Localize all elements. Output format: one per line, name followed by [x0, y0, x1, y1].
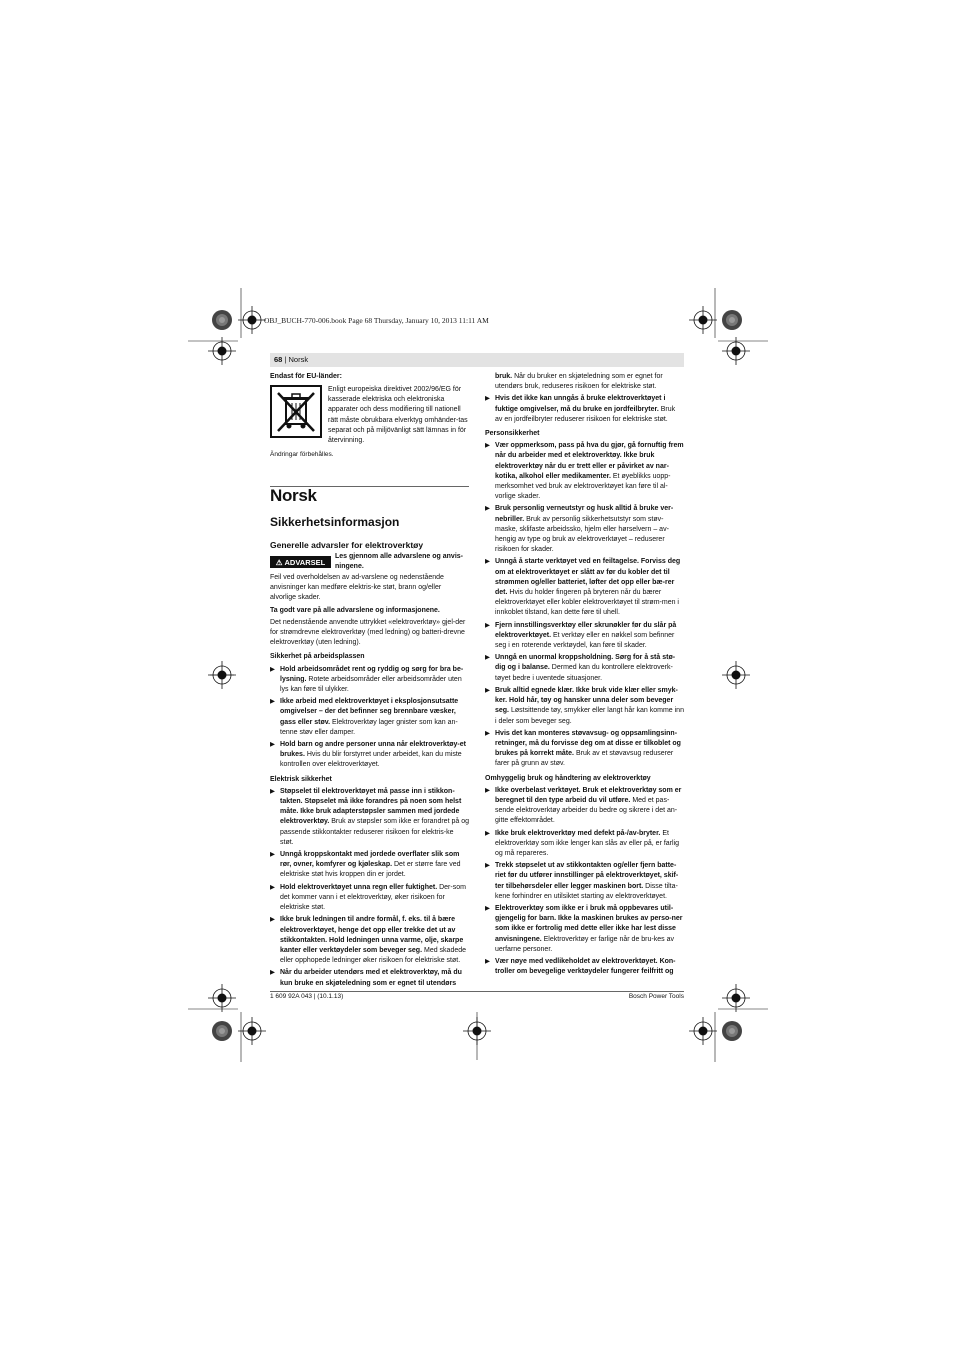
- bullet-item: [485, 621, 684, 652]
- bullet-item: [270, 697, 469, 738]
- bullet-arrow-icon: ▶: [485, 904, 490, 912]
- bullet-item: [270, 968, 469, 988]
- bullet-item: [485, 653, 684, 684]
- bullet-text: Hvis du holder fingeren på bryteren når du bærer elektroverktøyet eller kobler elektroverktøyet til strøm-men i innkoblet tilstand, kan dette føre til uhell.: [495, 589, 679, 617]
- bullet-bold: Ikke overbelast verktøyet. Bruk et elektroverktøy som er beregnet til den type arbeid du vil utføre.: [495, 786, 682, 804]
- warn-bold: Les gjennom alle advarslene og anvis-ningene.: [335, 553, 463, 571]
- bullet-bold: Vær oppmerksom, pass på hva du gjør, gå fornuftig frem når du arbeider med et elektroverktøy. Ikke bruk elektroverktøy når du er trett eller er påvirket av nar-kotika, alkohol eller medikamenter.: [495, 442, 684, 480]
- bullet-item: [270, 787, 469, 848]
- bullet-text: Elektroverktøy lager gnister som kan an-tenne støv eller damper.: [280, 718, 458, 736]
- bullet-text: Bruk av personlig sikkerhetsutstyr som støv-maske, sklifaste arbeidssko, hjelm eller hørselvern – av-hengig av type og bruk av elektroverktøyet – reduserer risikoen for skader.: [495, 515, 669, 554]
- bullet-bold: Ikke arbeid med elektroverktøyet i eksplosjonsutsatte omgivelser – der det befinner seg brennbare væsker, gass eller støv.: [280, 698, 459, 726]
- bullet-text: Med et pas-sende elektroverktøy arbeider du bedre og sikrere i det an-gitte effektområdet.: [495, 796, 678, 825]
- bullet-text: Bruk av støpsler som ikke er forandret på og passende stikkontakter reduserer risikoen for elektris-ke støt.: [280, 818, 469, 846]
- footer-rule: [270, 991, 684, 992]
- bullet-item: [485, 441, 684, 502]
- bullet-bold: Hvis det kan monteres støvavsug- og oppsamlingsinn-retninger, må du forvisse deg om at disse er tilkoblet og brukes på korrekt måte.: [495, 729, 681, 758]
- eu-text: Enligt europeiska direktivet 2002/96/EG för kasserade elektriska och elektroniska apparater och dess modifiering till nationell rätt måste obrukbara elverktyg omhänder-tas separat och på miljövänligt sätt lämnas in för återvinning.: [328, 386, 468, 445]
- bullet-item: [485, 957, 684, 977]
- bullet-arrow-icon: ▶: [485, 786, 490, 794]
- bullet-arrow-icon: ▶: [270, 883, 275, 891]
- continued-bold: bruk.: [495, 373, 513, 380]
- footer-brand: Bosch Power Tools: [628, 993, 684, 1000]
- left-column: [270, 573, 469, 991]
- bullet-bold: Fjern innstillingsverktøy eller skrunøkler før du slår på elektroverktøyet.: [495, 621, 677, 639]
- bullet-bold: Elektroverktøy som ikke er i bruk må oppbevares util-gjengelig for barn. Ikke la maskinen brukes av perso-ner som ikke er fortrolig med dette eller ikke har lest disse anvisningene.: [495, 904, 683, 943]
- bullet-arrow-icon: ▶: [485, 442, 490, 450]
- bullet-item: [485, 686, 684, 727]
- bullet-bold: Når du arbeider utendørs med et elektroverktøy, må du kun bruke en skjøteledning som er egnet til utendørs: [280, 969, 462, 987]
- bullet-text: Disse tilta-kene forhindrer en utilsiktet starting av elektroverktøyet.: [495, 882, 678, 900]
- bullet-arrow-icon: ▶: [485, 558, 490, 566]
- bullet-arrow-icon: ▶: [270, 741, 275, 749]
- tool-use-title: Omhyggelig bruk og håndtering av elektroverktøy: [485, 774, 651, 782]
- footer-doc-number: 1 609 92A 043 | (10.1.13): [270, 993, 344, 1000]
- term-text: Det nedenstående anvendte uttrykket «elektroverktøy» gjel-der for strømdrevne elektroverktøy (med ledning) og batteri-drevne elektroverktøy (uten ledning).: [270, 618, 466, 647]
- bullet-text: Et elektroverktøy som ikke lenger kan slås av eller på, er farlig og må repareres.: [495, 829, 680, 857]
- bullet-bold: Vær nøye med vedlikeholdet av elektroverktøyet. Kon-troller om bevegelige verktøydeler fungerer feilfritt og: [495, 957, 676, 976]
- bullet-bold: Unngå å starte verktøyet ved en feiltagelse. Forviss deg om at elektroverktøyet er slått av før du kobler det til strømmen og/eller batteriet, løfter det opp eller bæ-rer det.: [495, 558, 681, 597]
- bullet-bold: Ikke bruk elektroverktøy med defekt på-/av-bryter.: [495, 829, 661, 837]
- bullet-arrow-icon: ▶: [270, 916, 275, 924]
- bullet-bold: Bruk alltid egnede klær. Ikke bruk vide klær eller smyk-ker. Hold hår, tøy og hansker unna deler som beveger seg.: [495, 686, 678, 715]
- bullet-text: Det er større fare ved elektriske støt hvis kroppen din er jordet.: [280, 861, 461, 879]
- bullet-arrow-icon: ▶: [485, 862, 490, 870]
- bullet-arrow-icon: ▶: [270, 851, 275, 859]
- bullet-bold: Hold barn og andre personer unna når elektroverktøy-et brukes.: [280, 741, 466, 759]
- bullet-item: [485, 729, 684, 770]
- bullet-arrow-icon: ▶: [270, 665, 275, 673]
- bullet-text: Med skadede eller opphopede ledninger øker risikoen for elektriske støt.: [280, 946, 467, 965]
- right-column: [485, 372, 684, 979]
- bullet-bold: Hold elektroverktøyet unna regn eller fuktighet.: [280, 883, 438, 891]
- bullet-bold: Ikke bruk ledningen til andre formål, f. eks. til å bære elektroverktøyet, henge det opp eller trekke det ut av stikkontakten. Hold ledningen unna varme, olje, skarpe kanter eller verktøydeler som beveger seg.: [280, 916, 464, 954]
- bullet-bold: Bruk personlig verneutstyr og husk alltid å bruke ver-nebriller.: [495, 505, 674, 523]
- bullet-text: Dermed kan du kontrollere elektroverk-tøyet bedre i uventede situasjoner.: [495, 664, 673, 682]
- bullet-arrow-icon: ▶: [485, 729, 490, 737]
- personal-safety-title: Personsikkerhet: [485, 430, 540, 438]
- header-separator: |: [284, 355, 287, 364]
- bullet-item: [270, 665, 469, 696]
- changes-note: Ändringar förbehålles.: [270, 451, 334, 458]
- bullet-arrow-icon: ▶: [485, 654, 490, 662]
- warning-badge: [270, 556, 331, 568]
- safety-heading: Sikkerhetsinformasjon: [270, 515, 400, 529]
- bullet-bold: Hold arbeidsområdet rent og ryddig og sørg for bra be-lysning.: [280, 665, 464, 683]
- bullet-text: Hvis du blir forstyrret under arbeidet, kan du miste kontrollen over elektroverktøyet.: [280, 751, 462, 769]
- header-language: Norsk: [288, 355, 309, 364]
- page-number: 68: [274, 355, 283, 364]
- keep-instructions: Ta godt vare på alle advarslene og informasjonene.: [270, 606, 440, 614]
- bullet-item: [270, 850, 469, 881]
- general-warnings-heading: Generelle advarsler for elektroverktøy: [270, 540, 424, 550]
- bullet-arrow-icon: ▶: [485, 957, 490, 965]
- bullet-item: [270, 740, 469, 771]
- bullet-arrow-icon: ▶: [485, 395, 490, 403]
- bullet-arrow-icon: ▶: [485, 505, 490, 513]
- bullet-item: [485, 394, 684, 425]
- bullet-text: Rotete arbeidsområder eller arbeidsområder uten lys kan føre til ulykker.: [280, 675, 462, 694]
- bullet-text: Et verktøy eller en nøkkel som befinner seg i en roterende verktøydel, kan føre til skader.: [495, 631, 675, 650]
- bullet-arrow-icon: ▶: [270, 698, 275, 706]
- eu-title: Endast för EU-länder:: [270, 373, 342, 380]
- bullet-arrow-icon: ▶: [270, 787, 275, 795]
- bullet-text: Elektroverktøy er farlige når de bru-kes av uerfarne personer.: [495, 935, 674, 953]
- bullet-item: [485, 861, 684, 902]
- bullet-bold: Unngå en unormal kroppsholdning. Sørg for å stå stø-dig og i balanse.: [495, 654, 676, 672]
- continued-text: Når du bruker en skjøteledning som er egnet for utendørs bruk, reduseres risikoen for elektriske støt.: [495, 373, 663, 391]
- bullet-arrow-icon: ▶: [270, 969, 275, 977]
- bullet-bold: Støpselet til elektroverktøyet må passe inn i stikkon-takten. Støpselet må ikke forandres på noen som helst måte. Ikke bruk adapterstøpsler sammen med jordede elektroverktøy.: [280, 787, 462, 826]
- bullet-item: [270, 883, 469, 914]
- page-header: [270, 353, 684, 367]
- print-meta: OBJ_BUCH-770-006.book Page 68 Thursday, January 10, 2013 11:11 AM: [264, 316, 489, 325]
- bullet-item: [485, 504, 684, 555]
- bullet-bold: Trekk støpselet ut av stikkontakten og/eller fjern batte-riet før du utfører innstillinger på elektroverktøyet, skif-ter tilbehørsdeler eller legger maskinen bort.: [495, 862, 679, 890]
- bullet-item: [270, 915, 469, 966]
- warn-text: Feil ved overholdelsen av ad-varslene og nedenstående anvisninger kan medføre elektris-ke støt, brann og/eller alvorlige skader.: [270, 574, 444, 602]
- bullet-text: Et øyeblikks uopp-merksomhet ved bruk av elektroverktøyet kan føre til al-vorlige skader.: [495, 472, 671, 501]
- bullet-item: [485, 904, 684, 955]
- bullet-arrow-icon: ▶: [485, 621, 490, 629]
- warning-label: ADVARSEL: [284, 557, 326, 567]
- weee-bin-icon: [270, 385, 322, 438]
- bullet-bold: Unngå kroppskontakt med jordede overflater slik som rør, ovner, komfyrer og kjøleskap.: [280, 851, 460, 869]
- bullet-text: Bruk av et støvavsug reduserer farer på grunn av støv.: [495, 750, 674, 768]
- bullet-item: [485, 557, 684, 618]
- electrical-safety-title: Elektrisk sikkerhet: [270, 775, 332, 783]
- eu-section: [270, 372, 470, 384]
- bullet-item: [485, 829, 684, 860]
- bullet-bold: Hvis det ikke kan unngås å bruke elektroverktøyet i fuktige omgivelser, må du bruke en jordfeilbryter.: [495, 395, 666, 413]
- bullet-arrow-icon: ▶: [485, 686, 490, 694]
- bullet-text: Løstsittende tøy, smykker eller langt hår kan komme inn i deler som beveger seg.: [495, 707, 684, 725]
- bullet-item: [485, 786, 684, 827]
- warning-triangle-icon: ⚠: [275, 557, 283, 567]
- workplace-safety-title: Sikkerhet på arbeidsplassen: [270, 653, 365, 661]
- bullet-arrow-icon: ▶: [485, 829, 490, 837]
- bullet-text: Der-som det kommer vann i et elektroverktøy, øker risikoen for elektriske støt.: [280, 883, 466, 912]
- language-heading: Norsk: [270, 486, 317, 505]
- bullet-text: Bruk av en jordfeilbryter reduserer risikoen for elektriske støt.: [495, 405, 676, 423]
